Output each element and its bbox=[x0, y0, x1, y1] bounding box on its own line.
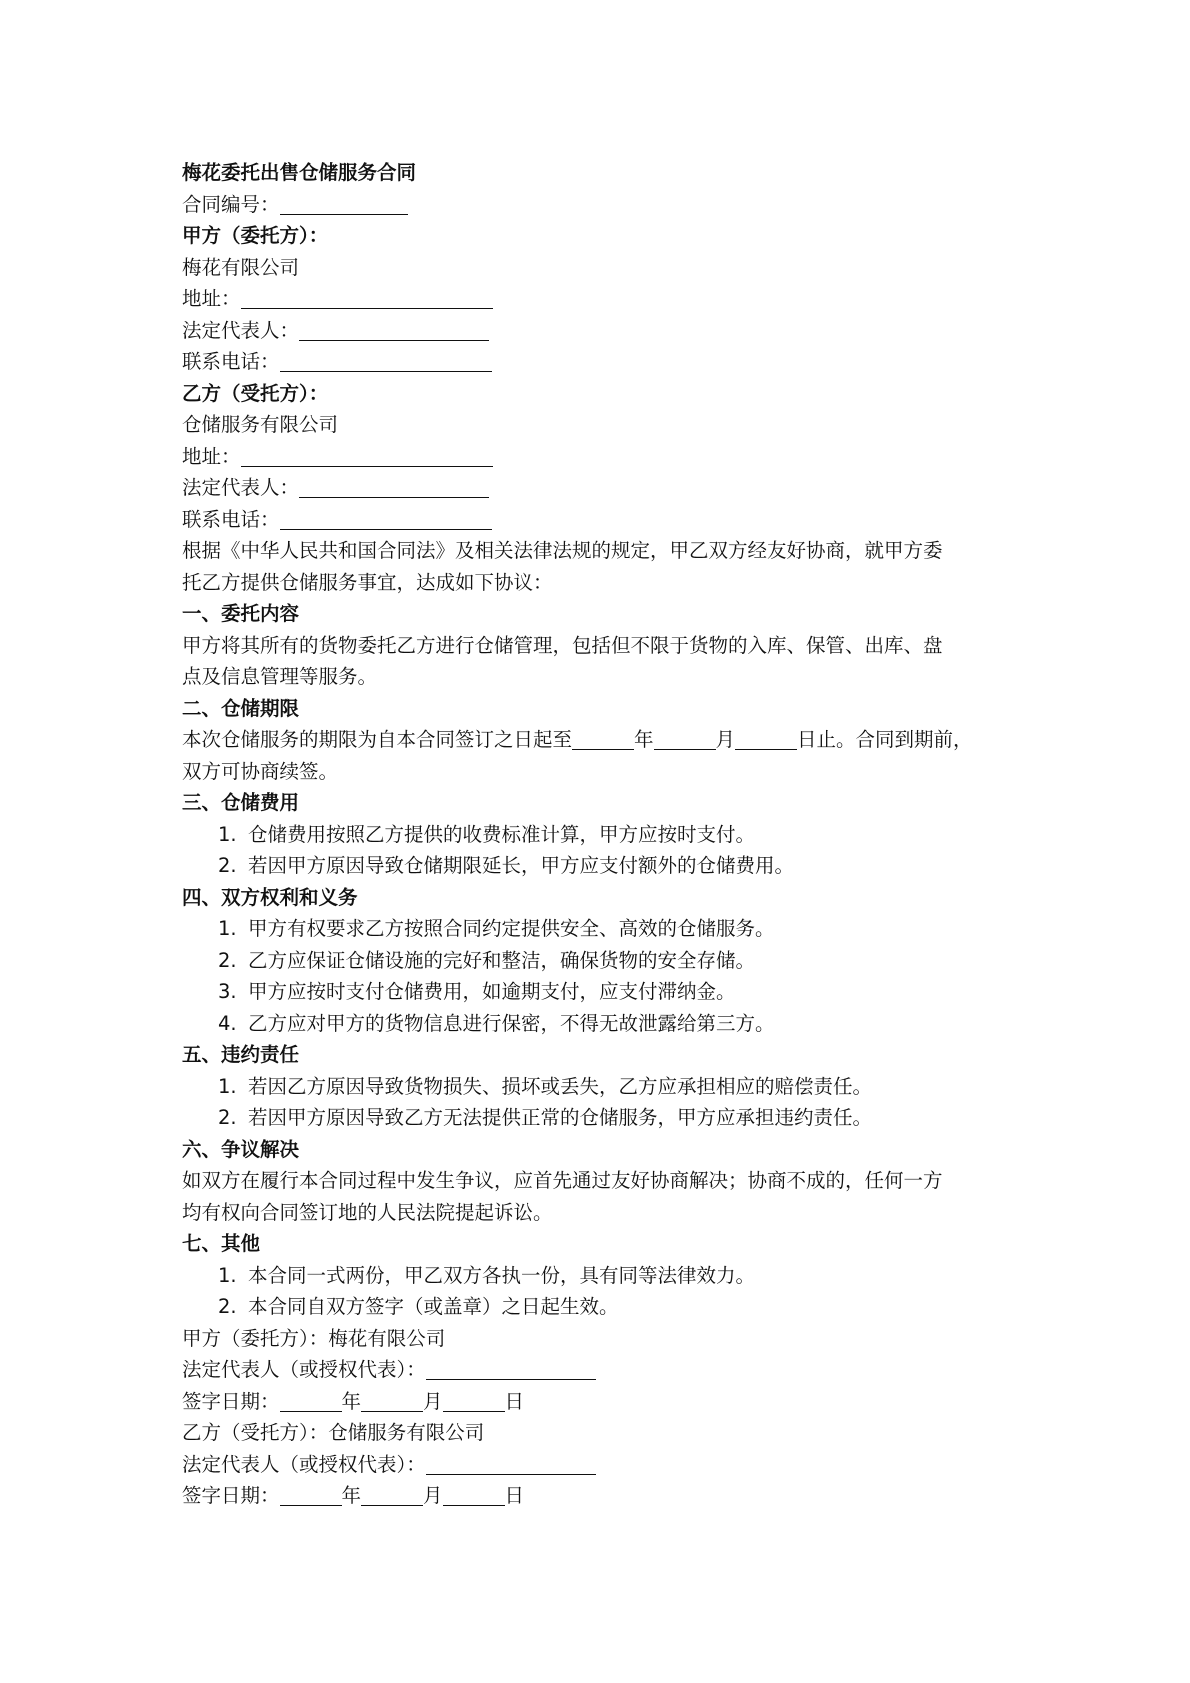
section-2-heading: 二、仓储期限 bbox=[182, 696, 300, 720]
item-text: 甲方应按时支付仓储费用，如逾期支付，应支付滞纳金。 bbox=[248, 980, 736, 1003]
sign-a-party: 甲方（委托方）：梅花有限公司 bbox=[182, 1326, 446, 1350]
section-6-line-1: 如双方在履行本合同过程中发生争议，应首先通过友好协商解决；协商不成的，任何一方 bbox=[182, 1169, 943, 1192]
party-b-name: 仓储服务有限公司 bbox=[182, 413, 339, 436]
contract-number-blank[interactable] bbox=[280, 194, 408, 215]
party-b-rep-line bbox=[182, 472, 1062, 504]
contract-body bbox=[182, 157, 1062, 1512]
section-4-item bbox=[182, 1008, 1062, 1040]
item-text: 本合同自双方签字（或盖章）之日起生效。 bbox=[248, 1295, 619, 1318]
party-a-tel-label: 联系电话： bbox=[182, 350, 280, 373]
item-number: 2. bbox=[218, 1106, 237, 1129]
party-a-rep-blank[interactable] bbox=[299, 320, 489, 341]
sign-a-day-blank[interactable] bbox=[443, 1391, 505, 1412]
section-1-heading: 一、委托内容 bbox=[182, 602, 300, 625]
party-a-address-line bbox=[182, 283, 1062, 315]
item-number: 1. bbox=[218, 1074, 237, 1098]
sign-b-date-line bbox=[182, 1480, 1062, 1512]
item-text: 若因乙方原因导致货物损失、损坏或丢失，乙方应承担相应的赔偿责任。 bbox=[248, 1074, 873, 1098]
section-3-heading: 三、仓储费用 bbox=[182, 791, 300, 814]
party-a-tel-line bbox=[182, 346, 1062, 378]
party-a-address-label: 地址： bbox=[182, 287, 241, 310]
sign-a-year-blank[interactable] bbox=[280, 1391, 342, 1412]
term-month-blank[interactable] bbox=[654, 730, 716, 751]
sign-b-year-label: 年 bbox=[341, 1484, 362, 1507]
term-day-blank[interactable] bbox=[735, 730, 797, 751]
section-5-heading: 五、违约责任 bbox=[182, 1043, 300, 1066]
section-3-item bbox=[182, 850, 1062, 882]
term-month-label: 月 bbox=[715, 728, 736, 751]
sign-a-year-label: 年 bbox=[341, 1389, 362, 1413]
sign-a-rep-line bbox=[182, 1354, 1062, 1386]
party-b-tel-blank[interactable] bbox=[280, 509, 492, 530]
sign-b-date-label: 签字日期： bbox=[182, 1484, 280, 1507]
sign-b-rep-label: 法定代表人（或授权代表）： bbox=[182, 1452, 426, 1476]
term-year-label: 年 bbox=[634, 728, 654, 751]
party-b-heading: 乙方（受托方）： bbox=[182, 381, 329, 405]
item-number: 2. bbox=[218, 854, 237, 877]
party-b-rep-blank[interactable] bbox=[299, 478, 489, 499]
sign-a-rep-blank[interactable] bbox=[426, 1360, 596, 1381]
document-title: 梅花委托出售仓储服务合同 bbox=[182, 161, 417, 184]
section-4-item bbox=[182, 913, 1062, 945]
item-text: 若因甲方原因导致乙方无法提供正常的仓储服务，甲方应承担违约责任。 bbox=[248, 1106, 873, 1129]
item-text: 甲方有权要求乙方按照合同约定提供安全、高效的仓储服务。 bbox=[248, 917, 775, 940]
sign-b-rep-line bbox=[182, 1449, 1062, 1481]
item-text: 若因甲方原因导致仓储期限延长，甲方应支付额外的仓储费用。 bbox=[248, 854, 795, 877]
party-a-name: 梅花有限公司 bbox=[182, 255, 300, 279]
section-5-item bbox=[182, 1071, 1062, 1103]
sign-b-day-blank[interactable] bbox=[443, 1486, 505, 1507]
section-3-item bbox=[182, 819, 1062, 851]
section-1-line-2: 点及信息管理等服务。 bbox=[182, 665, 378, 688]
section-4-heading: 四、双方权利和义务 bbox=[182, 885, 358, 909]
party-a-tel-blank[interactable] bbox=[280, 352, 492, 373]
contract-number-line bbox=[182, 189, 1062, 221]
sign-a-day-label: 日 bbox=[504, 1389, 525, 1413]
section-6-line-2: 均有权向合同签订地的人民法院提起诉讼。 bbox=[182, 1200, 553, 1224]
item-number: 1. bbox=[218, 917, 237, 940]
party-a-rep-line bbox=[182, 315, 1062, 347]
contract-number-label: 合同编号： bbox=[182, 192, 280, 216]
item-text: 仓储费用按照乙方提供的收费标准计算，甲方应按时支付。 bbox=[248, 822, 756, 846]
party-a-rep-label: 法定代表人： bbox=[182, 318, 300, 342]
party-b-address-line bbox=[182, 441, 1062, 473]
party-b-tel-line bbox=[182, 504, 1062, 536]
section-6-heading: 六、争议解决 bbox=[182, 1137, 300, 1161]
section-7-heading: 七、其他 bbox=[182, 1232, 261, 1255]
sign-b-party: 乙方（受托方）：仓储服务有限公司 bbox=[182, 1421, 485, 1444]
section-2-line-2: 双方可协商续签。 bbox=[182, 759, 339, 783]
item-text: 乙方应对甲方的货物信息进行保密，不得无故泄露给第三方。 bbox=[248, 1011, 775, 1035]
sign-a-date-label: 签字日期： bbox=[182, 1389, 280, 1413]
item-number: 4. bbox=[218, 1011, 237, 1035]
party-a-heading: 甲方（委托方）： bbox=[182, 224, 329, 247]
party-b-tel-label: 联系电话： bbox=[182, 507, 280, 531]
section-5-item bbox=[182, 1102, 1062, 1134]
section-7-item bbox=[182, 1291, 1062, 1323]
section-2-line-1 bbox=[182, 724, 1062, 756]
section-1-line-1: 甲方将其所有的货物委托乙方进行仓储管理，包括但不限于货物的入库、保管、出库、盘 bbox=[182, 633, 943, 657]
party-b-rep-label: 法定代表人： bbox=[182, 476, 300, 499]
item-number: 1. bbox=[218, 1263, 237, 1287]
section-4-item bbox=[182, 976, 1062, 1008]
item-text: 本合同一式两份，甲乙双方各执一份，具有同等法律效力。 bbox=[248, 1263, 756, 1287]
sign-a-date-line bbox=[182, 1386, 1062, 1418]
sign-b-month-label: 月 bbox=[423, 1484, 443, 1507]
item-number: 1. bbox=[218, 822, 237, 846]
intro-line-2: 托乙方提供仓储服务事宜，达成如下协议： bbox=[182, 570, 553, 594]
sign-b-day-label: 日 bbox=[504, 1484, 525, 1507]
term-year-blank[interactable] bbox=[572, 730, 634, 751]
section-4-item bbox=[182, 945, 1062, 977]
sign-b-month-blank[interactable] bbox=[361, 1486, 423, 1507]
term-text-start: 本次仓储服务的期限为自本合同签订之日起至 bbox=[182, 728, 573, 751]
item-number: 3. bbox=[218, 980, 237, 1003]
party-a-address-blank[interactable] bbox=[241, 289, 493, 310]
section-7-item bbox=[182, 1260, 1062, 1292]
sign-a-month-label: 月 bbox=[423, 1389, 443, 1413]
party-b-address-label: 地址： bbox=[182, 444, 241, 468]
sign-b-rep-blank[interactable] bbox=[426, 1454, 596, 1475]
item-text: 乙方应保证仓储设施的完好和整洁，确保货物的安全存储。 bbox=[248, 948, 756, 972]
party-b-address-blank[interactable] bbox=[241, 446, 493, 467]
item-number: 2. bbox=[218, 948, 237, 972]
item-number: 2. bbox=[218, 1295, 237, 1318]
term-text-end: 日止。合同到期前， bbox=[797, 728, 973, 751]
sign-a-rep-label: 法定代表人（或授权代表）： bbox=[182, 1358, 426, 1381]
intro-line-1: 根据《中华人民共和国合同法》及相关法律法规的规定，甲乙双方经友好协商，就甲方委 bbox=[182, 539, 943, 562]
sign-b-year-blank[interactable] bbox=[280, 1486, 342, 1507]
sign-a-month-blank[interactable] bbox=[361, 1391, 423, 1412]
